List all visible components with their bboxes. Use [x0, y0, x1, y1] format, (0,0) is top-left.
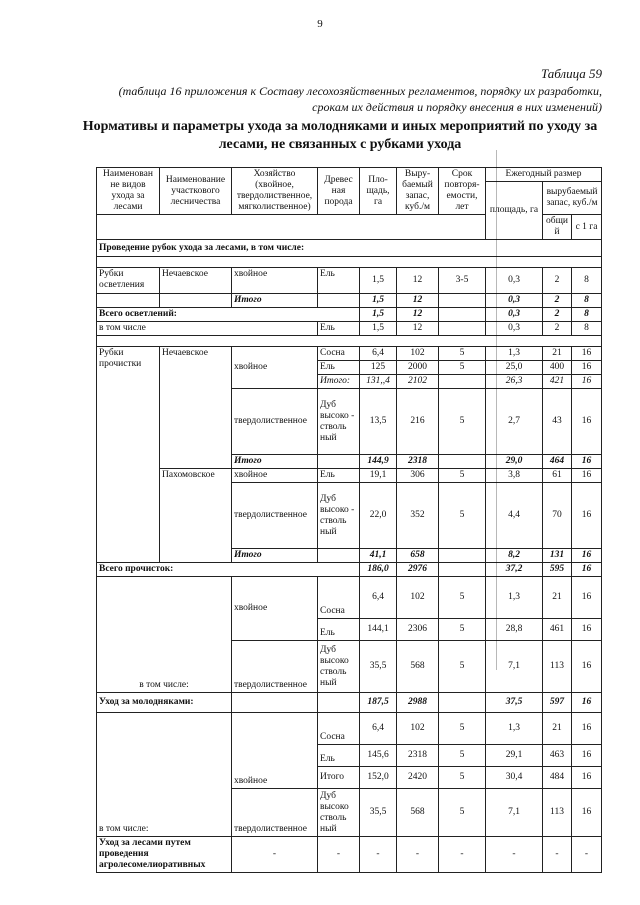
table-row: Итого 41,1 658 8,2 131 16: [97, 549, 602, 563]
header-type: Наименован не видов ухода за лесами: [97, 168, 160, 215]
header-period: Срок повторя- емости, лет: [439, 168, 486, 215]
table-row: Ель 145,6 2318 5 29,1 463 16: [97, 745, 602, 767]
section-thinning: Проведение рубок ухода за лесами, в том числе:: [97, 240, 602, 257]
header-area: Пло- щадь, га: [360, 168, 397, 215]
table-row: Ель 125 2000 5 25,0 400 16: [97, 361, 602, 375]
table-row: Ель 144,1 2306 5 28,8 461 16: [97, 619, 602, 641]
header-district: Наименование участкового лесничества: [160, 168, 232, 215]
header-farm: Хозяйство (хвойное, твердолиственное, мягколиственное): [232, 168, 318, 215]
table-row: в том числе: хвойное Сосна 6,4 102 5 1,3 21 16: [97, 577, 602, 619]
table-row: твердолиственное Дуб высоко - стволь ный 22,0 352 5 4,4 70 16: [97, 483, 602, 549]
header-species: Древес ная порода: [318, 168, 360, 215]
table-row: твердолиственное Дуб высоко стволь ный 35,5 568 5 7,1 113 16: [97, 641, 602, 693]
table-row: Уход за лесами путем проведения агролесомелиоративных - - - - - - - -: [97, 837, 602, 873]
table-row: Уход за молодняками: 187,5 2988 37,5 597 16: [97, 693, 602, 713]
header-annual-total: общи й: [543, 215, 572, 240]
table-row: Итого 152,0 2420 5 30,4 484 16: [97, 767, 602, 789]
norms-table: [96, 167, 602, 873]
page-number: 9: [317, 18, 323, 30]
table-row: Итого 1,5 12 0,3 2 8: [97, 294, 602, 308]
header-row-1: [97, 168, 602, 182]
table-row: Всего прочисток: 186,0 2976 37,2 595 16: [97, 563, 602, 577]
table-row: Итого: 131,,4 2102 26,3 421 16: [97, 375, 602, 389]
table-row: Всего осветлений: 1,5 12 0,3 2 8: [97, 308, 602, 322]
table-row: твердолиственное Дуб высоко - стволь ный 13,5 216 5 2,7 43 16: [97, 389, 602, 455]
section-row: [97, 240, 602, 257]
header-annual: Ежегодный размер: [486, 168, 602, 182]
header-volume: Выру- баемый запас, куб./м: [397, 168, 439, 215]
header-annual-area: площадь, га: [486, 182, 543, 240]
table-row: Рубки осветления Нечаевское хвойное Ель 1,5 12 3-5 0,3 2 8: [97, 268, 602, 294]
table-row: в том числе Ель 1,5 12 0,3 2 8: [97, 322, 602, 336]
scan-artifact-line: [496, 150, 497, 670]
table-row: твердолиственное Дуб высоко стволь ный 35,5 568 5 7,1 113 16: [97, 789, 602, 837]
table-row: Итого 144,9 2318 29,0 464 16: [97, 455, 602, 469]
table-row: Пахомовское хвойное Ель 19,1 306 5 3,8 61 16: [97, 469, 602, 483]
table-row: в том числе: хвойное Сосна 6,4 102 5 1,3 21 16: [97, 713, 602, 745]
header-annual-volume: вырубаемый запас, куб./м: [543, 182, 602, 215]
table-title: Нормативы и параметры ухода за молодняками и иных мероприятий по уходу за лесами, не связанных с рубками ухода: [82, 119, 598, 152]
table-subtitle: (таблица 16 приложения к Составу лесохозяйственных регламентов, порядку их разработки, срокам их действия и порядку внесения в них изменений): [118, 84, 602, 114]
header-annual-per-ha: с 1 га: [572, 215, 602, 240]
table-row: Рубки прочистки Нечаевское хвойное Сосна 6,4 102 5 1,3 21 16: [97, 347, 602, 361]
table-label: Таблица 59: [540, 66, 602, 81]
